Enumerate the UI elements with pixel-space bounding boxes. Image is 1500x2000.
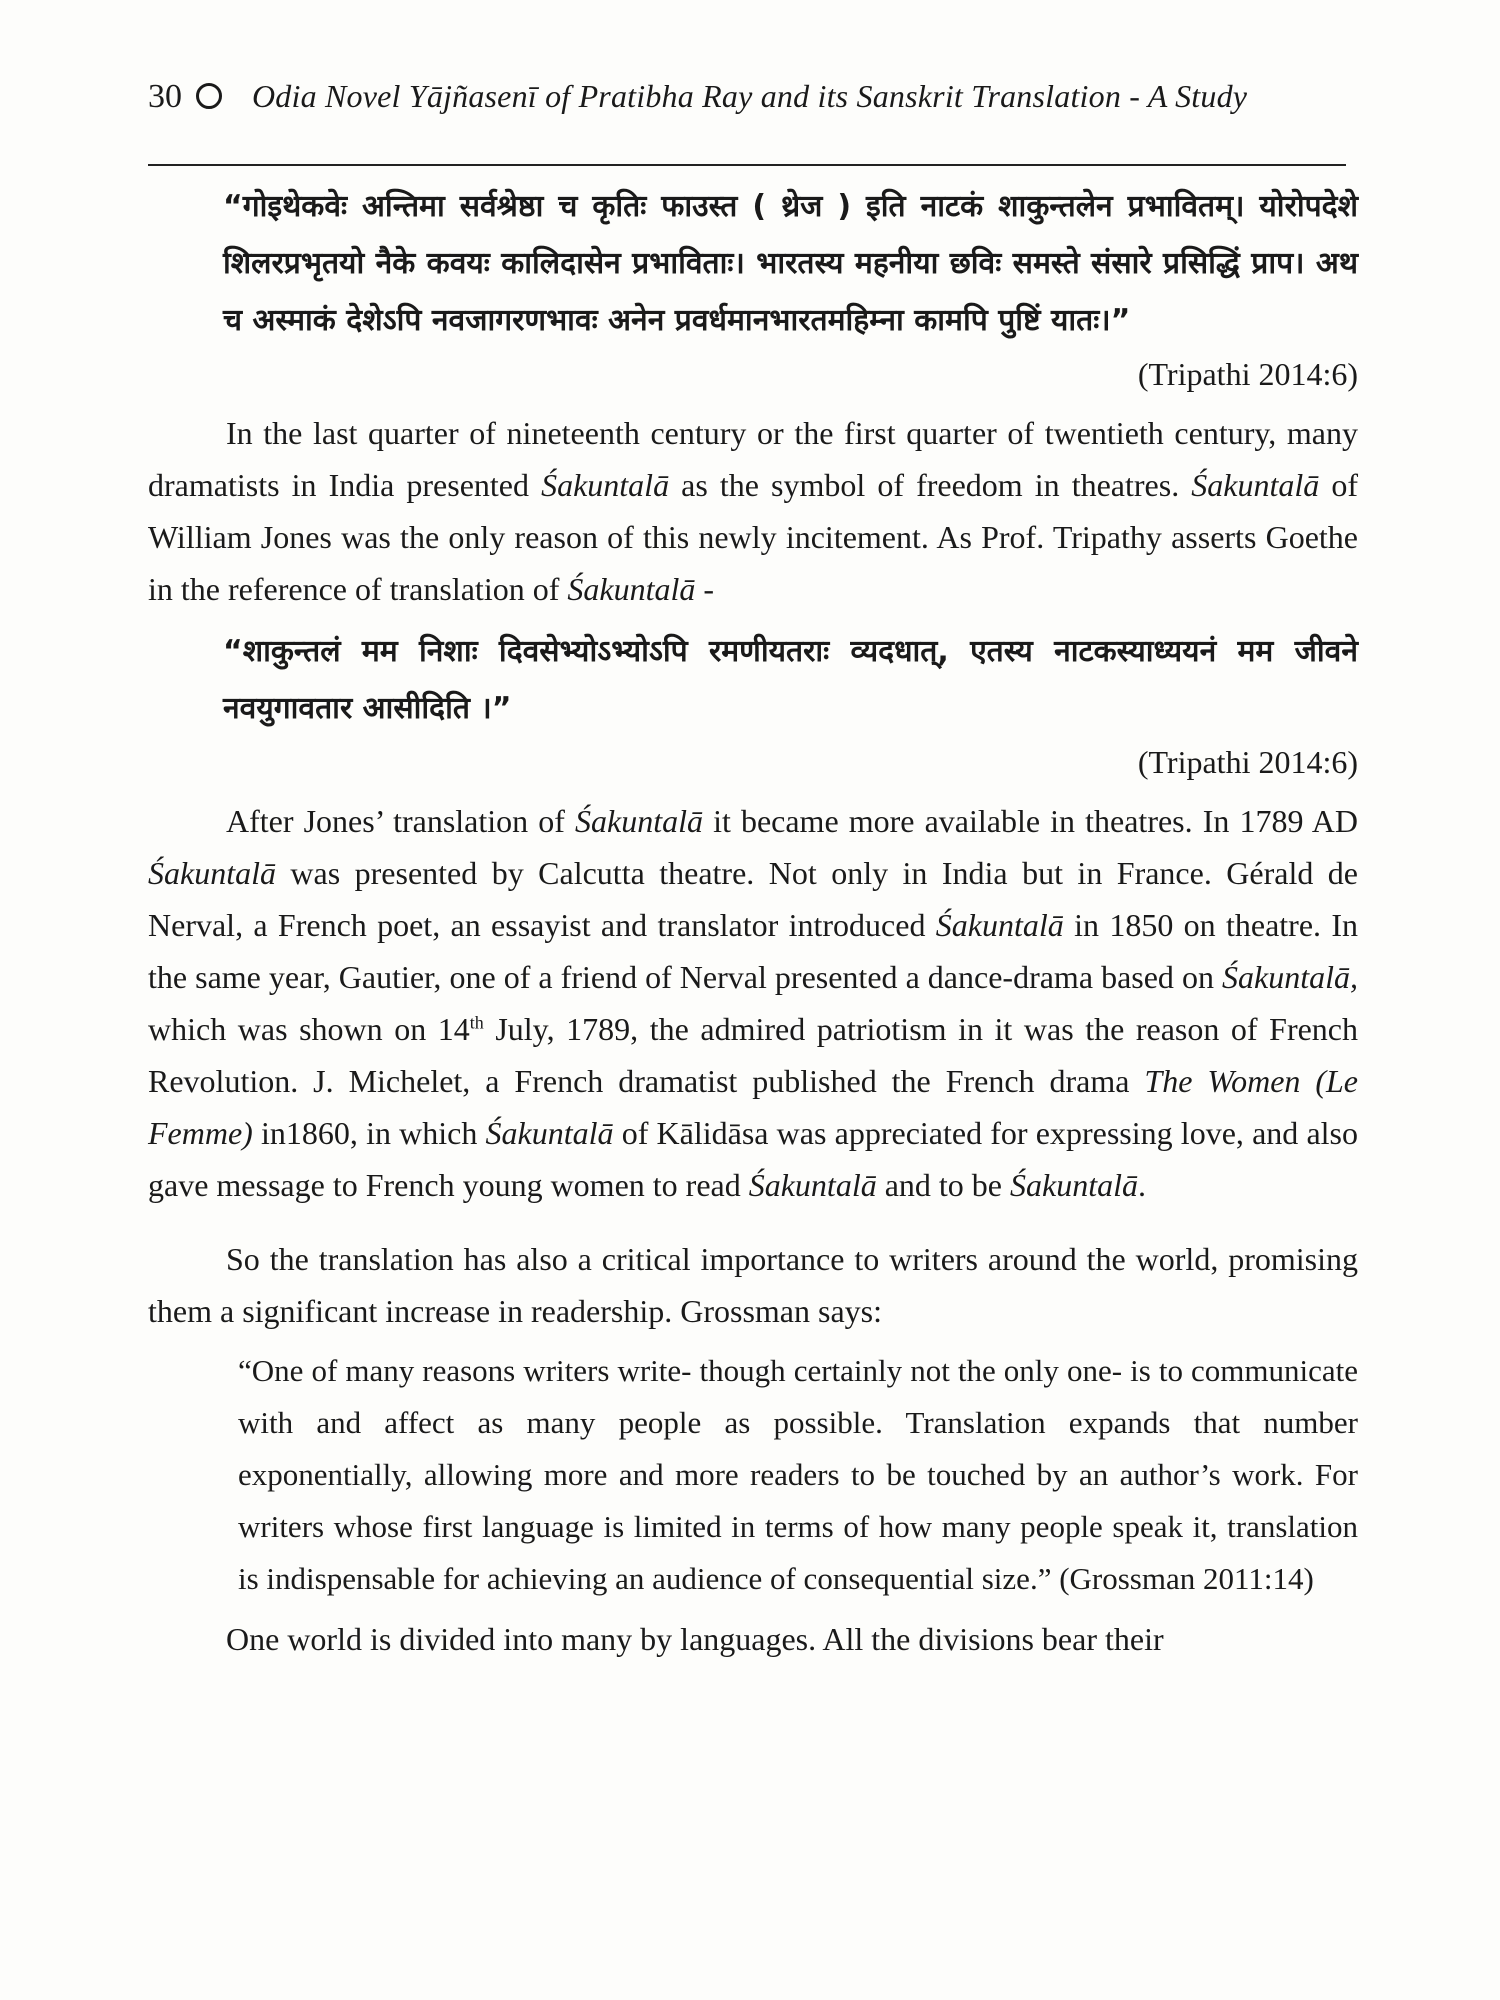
paragraph-3: So the translation has also a critical importance to writers around the world, promising them a significant increase in readership. Grossman says: xyxy=(148,1241,1358,1329)
page-number: 30 xyxy=(148,78,182,115)
paragraph-4: One world is divided into many by languages. All the divisions bear their xyxy=(226,1621,1164,1657)
circle-ornament-icon xyxy=(196,83,222,109)
sanskrit-quote-1: “गोइथेकवेः अन्तिमा सर्वश्रेष्ठा च कृतिः फाउस्त ( थ्रेज ) इति नाटकं शाकुन्तलेन प्रभावितम्। योरोपदेशे शिलरप्रभृतयो नैके कवयः कालिदासेन प्रभाविताः। भारतस्य महनीया छविः समस्ते संसारे प्रसिद्धिं प्राप। अथ च अस्माकं देशेऽपि नवजागरणभावः अनेन प्रवर्धमानभारतमहिम्ना कामपि पुष्टिं यातः।” xyxy=(223,189,1358,338)
paragraph-1: In the last quarter of nineteenth century or the first quarter of twentieth century, many dramatists in India presented Śakuntalā as the symbol of freedom in theatres. Śakuntalā of William Jones was the only reason of this newly incitement. As Prof. Tripathy asserts Goethe in the reference of translation of Śakuntalā - xyxy=(148,415,1359,607)
paragraph-2: After Jones’ translation of Śakuntalā it became more available in theatres. In 1789 AD Śakuntalā was presented by Calcutta theatre. Not only in India but in France. Gérald de Nerval, a French poet, an essayist and translator introduced Śakuntalā in 1850 on theatre. In the same year, Gautier, one of a friend of Nerval presented a dance-drama based on Śakuntalā, which was shown on 14th July, 1789, the admired patriotism in it was the reason of French Revolution. J. Michelet, a French dramatist published the French drama The Women (Le Femme) in1860, in which Śakuntalā of Kālidāsa was appreciated for expressing love, and also gave message to French young women to read Śakuntalā and to be Śakuntalā. xyxy=(148,803,1359,1203)
sanskrit-quote-2: “शाकुन्तलं मम निशाः दिवसेभ्योऽभ्योऽपि रमणीयतराः व्यदधात्, एतस्य नाटकस्याध्ययनं मम जीवने नवयुगावतार आसीदिति ।” xyxy=(223,634,1358,726)
grossman-quote: “One of many reasons writers write- though certainly not the only one- is to communicate with and affect as many people as possible. Translation expands that number exponentially, allowing more and more readers to be touched by an author’s work. For writers whose first language is limited in terms of how many people speak it, translation is indispensable for achieving an audience of consequential size.” (Grossman 2011:14) xyxy=(238,1353,1358,1596)
header-divider xyxy=(148,164,1346,166)
citation-1: (Tripathi 2014:6) xyxy=(1137,356,1358,392)
page-body xyxy=(148,178,1358,1665)
running-title: Odia Novel Yājñasenī of Pratibha Ray and its Sanskrit Translation - A Study xyxy=(252,78,1248,114)
citation-2: (Tripathi 2014:6) xyxy=(1137,744,1358,780)
running-header xyxy=(148,78,1348,130)
